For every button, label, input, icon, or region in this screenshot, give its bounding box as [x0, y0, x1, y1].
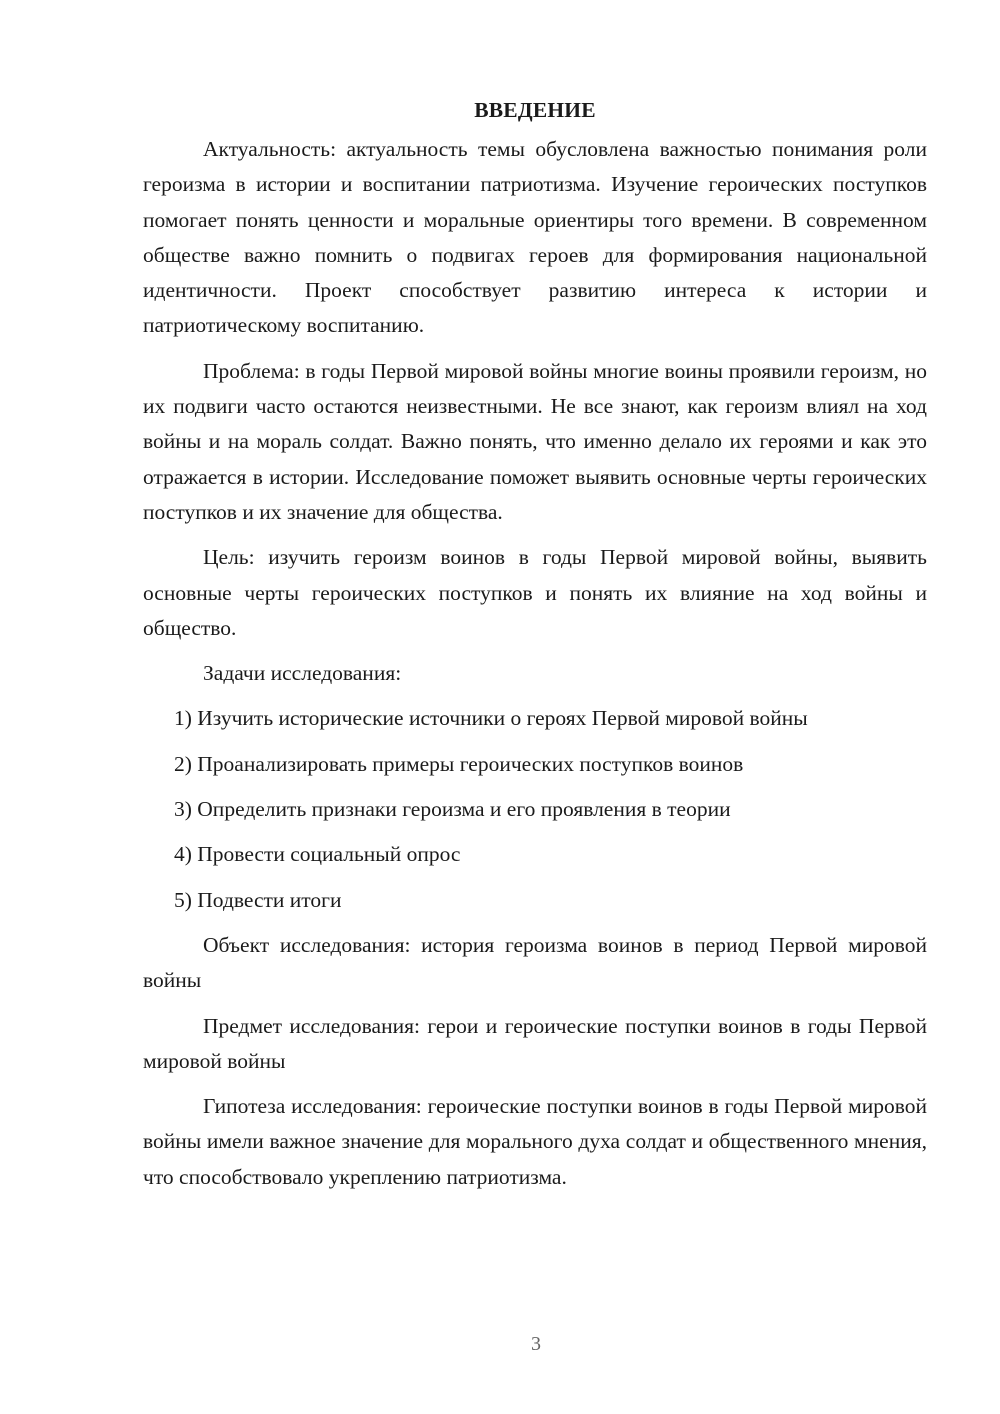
section-heading: ВВЕДЕНИЕ	[474, 98, 596, 122]
list-item: 4) Провести социальный опрос	[174, 842, 461, 867]
list-item: 3) Определить признаки героизма и его проявления в теории	[174, 797, 731, 822]
problem-paragraph: Проблема: в годы Первой мировой войны многие воины проявили героизм, но их подвиги часто остаются неизвестными. Не все знают, как героизм влиял на ход войны и на мораль солдат. Важно понять, что именно делало их героями и как это отражается в истории. Исследование поможет выявить основные черты героических поступков и их значение для общества.	[143, 358, 927, 524]
goal-paragraph: Цель: изучить героизм воинов в годы Первой мировой войны, выявить основные черты героических поступков и понять их влияние на ход войны и общество.	[143, 545, 927, 640]
page-content	[143, 92, 927, 1205]
subject-paragraph: Предмет исследования: герои и героические поступки воинов в годы Первой мировой войны	[143, 1013, 927, 1073]
task-list	[143, 701, 927, 917]
page-number: 3	[531, 1333, 541, 1355]
list-item: 5) Подвести итоги	[174, 887, 342, 912]
hypothesis-paragraph: Гипотеза исследования: героические поступки воинов в годы Первой мировой войны имели важное значение для морального духа солдат и общественного мнения, что способствовало укреплению патриотизма.	[143, 1094, 927, 1189]
tasks-title: Задачи исследования:	[203, 661, 402, 686]
list-item: 1) Изучить исторические источники о героях Первой мировой войны	[174, 706, 808, 731]
list-item: 2) Проанализировать примеры героических поступков воинов	[174, 751, 744, 776]
object-paragraph: Объект исследования: история героизма воинов в период Первой мировой войны	[143, 932, 927, 993]
relevance-paragraph: Актуальность: актуальность темы обусловлена важностью понимания роли героизма в истории и воспитании патриотизма. Изучение героических поступков помогает понять ценности и моральные ориентиры того времени. В современном обществе важно помнить о подвигах героев для формирования национальной идентичности. Проект способствует развитию интереса к истории и патриотическому воспитанию.	[143, 137, 927, 338]
